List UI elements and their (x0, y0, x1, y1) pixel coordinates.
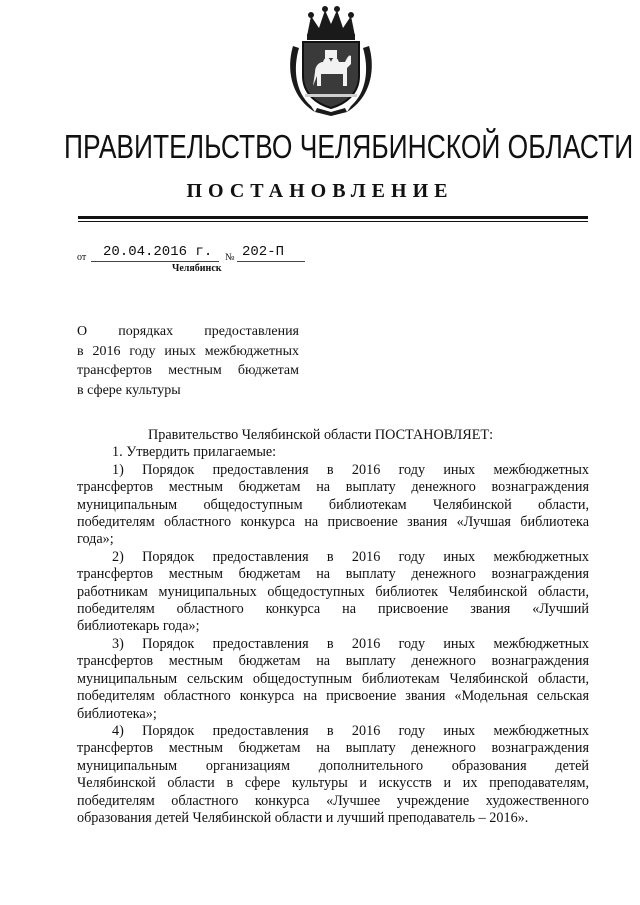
list-item-line: муниципальным общедоступным библиотекам Челябинской области, (77, 496, 589, 513)
list-item-line: трансфертов местным бюджетам на выплату денежного вознаграждения (77, 740, 589, 757)
coat-of-arms-emblem (285, 6, 377, 118)
list-item-line: года»; (77, 531, 114, 548)
header-divider-thin (78, 221, 588, 222)
list-item-1 (77, 462, 589, 549)
list-item-line: победителям областного конкурса на присвоение звания «Лучшая библиотека (77, 514, 589, 531)
document-body (77, 427, 589, 827)
list-item-line: 1) Порядок предоставления в 2016 году иных межбюджетных (112, 461, 589, 478)
list-item-line: трансфертов местным бюджетам на выплату денежного вознаграждения (77, 653, 589, 670)
list-item-line: победителям областного конкурса «Лучшее учреждение художественного (77, 792, 589, 809)
list-item-line: библиотека»; (77, 705, 157, 722)
number-underline (237, 261, 305, 262)
subject-line: трансфертов местным бюджетам (77, 363, 299, 378)
preamble: Правительство Челябинской области ПОСТАНОВЛЯЕТ: (148, 427, 494, 443)
document-number: 202-П (242, 244, 285, 260)
list-item-line: 4) Порядок предоставления в 2016 году иных межбюджетных (112, 722, 589, 739)
document-date: 20.04.2016 г. (103, 244, 213, 260)
list-item-3 (77, 636, 589, 723)
document-subject (77, 322, 299, 400)
number-label: № (225, 252, 235, 263)
list-item-line: библиотекарь года»; (77, 618, 200, 635)
item1-intro: 1. Утвердить прилагаемые: (112, 444, 277, 461)
organization-title: ПРАВИТЕЛЬСТВО ЧЕЛЯБИНСКОЙ ОБЛАСТИ (64, 128, 634, 165)
city-name: Челябинск (172, 263, 222, 274)
list-item-line: муниципальным сельским общедоступным библиотекам Челябинской области, (77, 670, 589, 687)
list-item-line: Челябинской области в сфере культуры и искусств и их преподавателям, (77, 775, 589, 792)
list-item-line: победителям областного конкурса на присвоение звания «Лучший (77, 601, 589, 618)
subject-line: в 2016 году иных межбюджетных (77, 343, 299, 359)
list-item-line: 2) Порядок предоставления в 2016 году иных межбюджетных (112, 548, 589, 565)
date-from-label: от (77, 252, 87, 263)
document-type: ПОСТАНОВЛЕНИЕ (186, 180, 454, 202)
list-item-line: победителям областного конкурса на присвоение звания «Модельная сельская (77, 688, 589, 705)
subject-line: в сфере культуры (77, 382, 181, 398)
list-item-4 (77, 723, 589, 827)
list-item-line: трансфертов местным бюджетам на выплату денежного вознаграждения (77, 566, 589, 583)
list-item-line: 3) Порядок предоставления в 2016 году иных межбюджетных (112, 635, 589, 652)
subject-line: О порядках предоставления (77, 324, 299, 339)
header-divider-thick (78, 216, 588, 219)
date-underline (91, 261, 219, 262)
list-item-line: трансфертов местным бюджетам на выплату денежного вознаграждения (77, 479, 589, 496)
list-item-line: образования детей Челябинской области и лучший преподаватель – 2016». (77, 809, 529, 826)
list-item-line: работникам муниципальных общедоступных библиотек Челябинской области, (77, 583, 589, 600)
list-item-line: муниципальным организациям дополнительного образования детей (77, 757, 589, 774)
list-item-2 (77, 549, 589, 636)
date-number-row (77, 244, 337, 264)
